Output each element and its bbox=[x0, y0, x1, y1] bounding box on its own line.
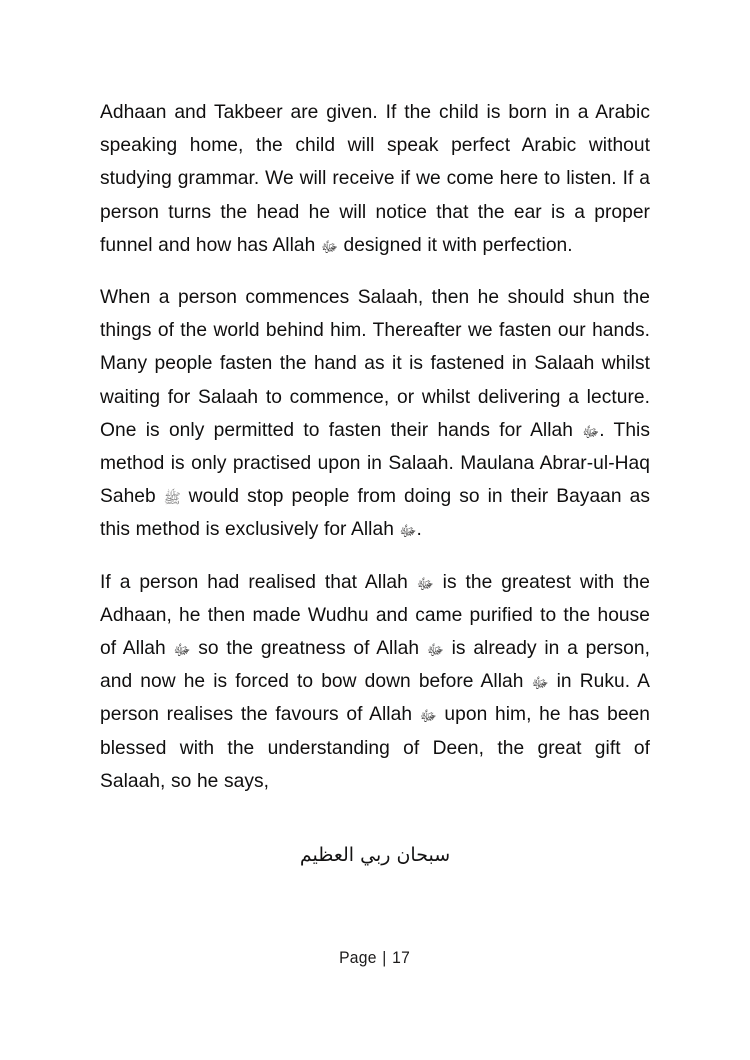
honorific-glyph-icon: ﷻ bbox=[419, 707, 437, 726]
honorific-glyph-icon: ﷻ bbox=[173, 641, 191, 660]
footer-separator: | bbox=[382, 948, 388, 967]
honorific-glyph-icon: ﷻ bbox=[399, 522, 417, 541]
honorific-glyph-icon: ﷻ bbox=[416, 574, 434, 593]
page-footer bbox=[0, 948, 750, 968]
honorific-glyph-icon: ﷻ bbox=[582, 422, 600, 441]
honorific-glyph-icon: ﷻ bbox=[531, 674, 549, 693]
honorific-glyph-icon: ﷻ bbox=[320, 237, 338, 256]
paragraph-3: If a person had realised that Allah ﷻ is the greatest with the Adhaan, he then made Wudhu and came purified to the house of Allah ﷻ so the greatness of Allah ﷻ is already in a person, and now he is forced to bow down before Allah ﷻ in Ruku. A person realises the favours of Allah ﷻ upon him, he has been blessed with the understanding of Deen, the great gift of Salaah, so he says, bbox=[100, 571, 650, 792]
arabic-quote-line: سبحان ربي العظيم bbox=[299, 844, 451, 866]
page-number-label bbox=[340, 948, 411, 968]
page-body-text bbox=[100, 96, 650, 798]
paragraph-2: When a person commences Salaah, then he should shun the things of the world behind him. Thereafter we fasten our hands. Many people fasten the hand as it is fastened in Salaah whilst waiting for Salaah to commence, or whilst delivering a lecture. One is only permitted to fasten their hands for Allah ﷻ. This method is only practised upon in Salaah. Maulana Abrar-ul-Haq Saheb ﷺ would stop people from doing so in their Bayaan as this method is exclusively for Allah ﷻ. bbox=[100, 287, 650, 541]
footer-word-page: Page bbox=[339, 948, 378, 967]
footer-page-number: 17 bbox=[392, 948, 411, 967]
honorific-glyph-icon: ﷻ bbox=[426, 641, 444, 660]
honorific-glyph-icon: ﷺ bbox=[163, 491, 181, 508]
paragraph-1: Adhaan and Takbeer are given. If the child is born in a Arabic speaking home, the child will speak perfect Arabic without studying grammar. We will receive if we come here to listen. If a person turns the head he will notice that the ear is a proper funnel and how has Allah ﷻ designed it with perfection. bbox=[100, 102, 650, 256]
